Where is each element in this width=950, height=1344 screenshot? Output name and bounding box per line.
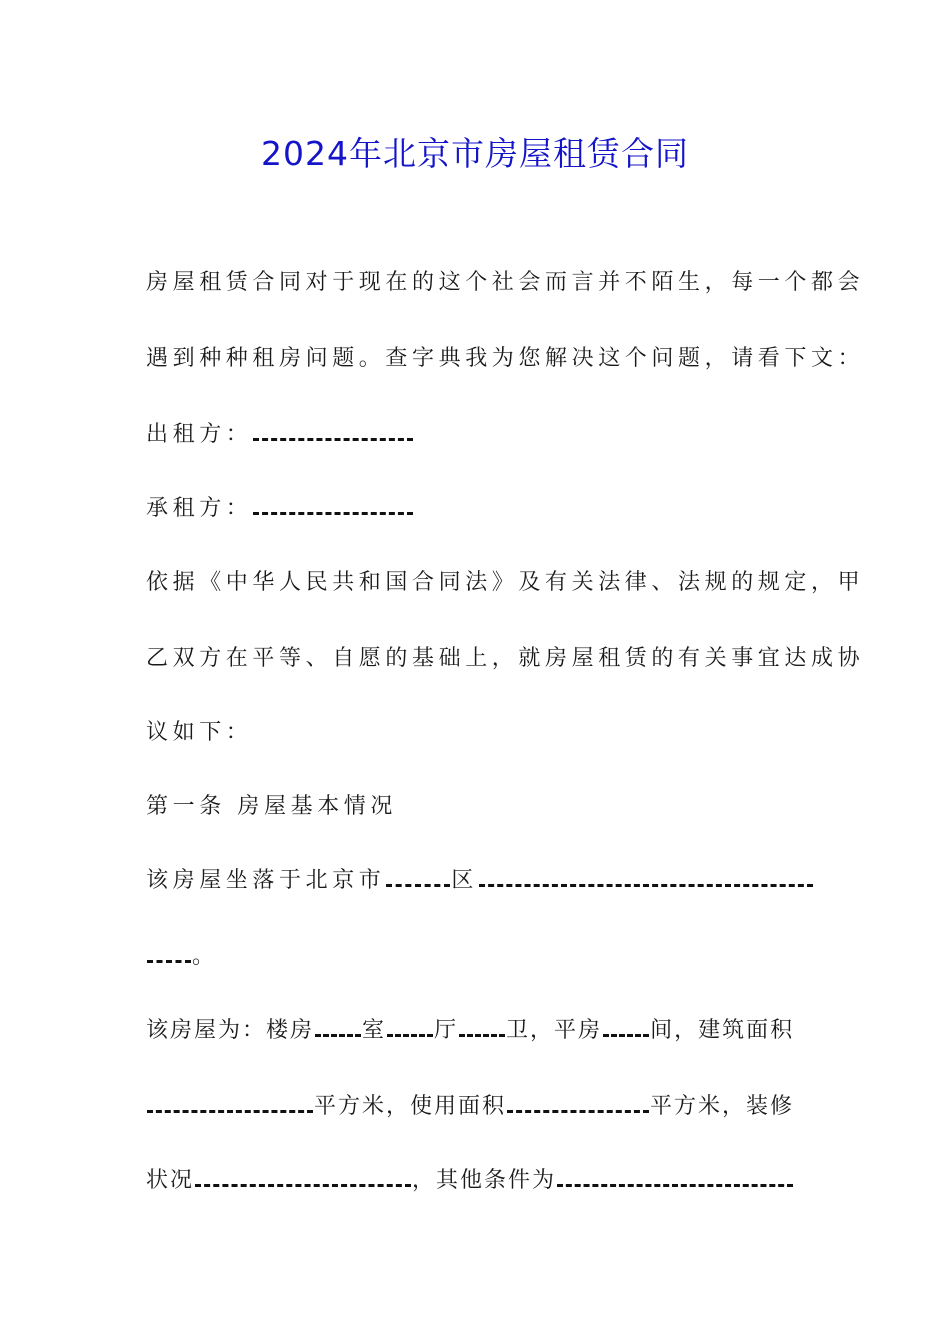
area-unit-1: 平方米，使用面积 (314, 1094, 507, 1119)
jian-count-blank[interactable] (603, 1018, 649, 1037)
article-1-heading: 第一条 房屋基本情况 (146, 794, 397, 819)
hall-count-blank[interactable] (387, 1018, 433, 1037)
location-end: 。 (192, 944, 219, 969)
type-room: 室 (362, 1018, 387, 1043)
district-label: 区 (451, 868, 479, 893)
area-unit-2: 平方米，装修 (650, 1094, 795, 1119)
other-cond-blank[interactable] (557, 1168, 793, 1187)
type-bath: 卫，平房 (506, 1018, 603, 1043)
intro-paragraph-line-1: 房屋租赁合同对于现在的这个社会而言并不陌生，每一个都会 (146, 270, 865, 295)
other-cond-label: ，其他条件为 (412, 1168, 557, 1193)
building-area-blank[interactable] (147, 1094, 313, 1113)
type-prefix: 该房屋为：楼房 (146, 1018, 315, 1043)
type-hall: 厅 (434, 1018, 459, 1043)
basis-paragraph-line-3: 议如下： (146, 720, 253, 745)
address-blank-cont[interactable] (147, 944, 191, 963)
lessor-label: 出租方： (146, 422, 253, 447)
lessee-blank[interactable] (253, 496, 413, 515)
decor-prefix: 状况 (146, 1168, 195, 1193)
address-blank[interactable] (479, 868, 813, 887)
basis-paragraph-line-2: 乙双方在平等、自愿的基础上，就房屋租赁的有关事宜达成协 (146, 646, 865, 671)
house-type-line (146, 1016, 806, 1046)
usable-area-blank[interactable] (507, 1094, 649, 1113)
decor-blank[interactable] (195, 1168, 411, 1187)
decor-line (146, 1166, 806, 1196)
room-count-blank[interactable] (315, 1018, 361, 1037)
location-line-cont (146, 942, 806, 972)
area-line (146, 1092, 806, 1122)
lessee-line (146, 494, 806, 524)
location-line (146, 866, 806, 896)
district-blank[interactable] (386, 868, 450, 887)
bath-count-blank[interactable] (459, 1018, 505, 1037)
intro-paragraph-line-2: 遇到种种租房问题。查字典我为您解决这个问题，请看下文： (146, 346, 865, 371)
lessor-line (146, 420, 806, 450)
basis-paragraph-line-1: 依据《中华人民共和国合同法》及有关法律、法规的规定，甲 (146, 570, 865, 595)
type-jian: 间，建筑面积 (650, 1018, 795, 1043)
lessee-label: 承租方： (146, 496, 253, 521)
document-title: 2024年北京市房屋租赁合同 (261, 134, 689, 173)
location-prefix: 该房屋坐落于北京市 (146, 868, 386, 893)
lessor-blank[interactable] (253, 422, 413, 441)
